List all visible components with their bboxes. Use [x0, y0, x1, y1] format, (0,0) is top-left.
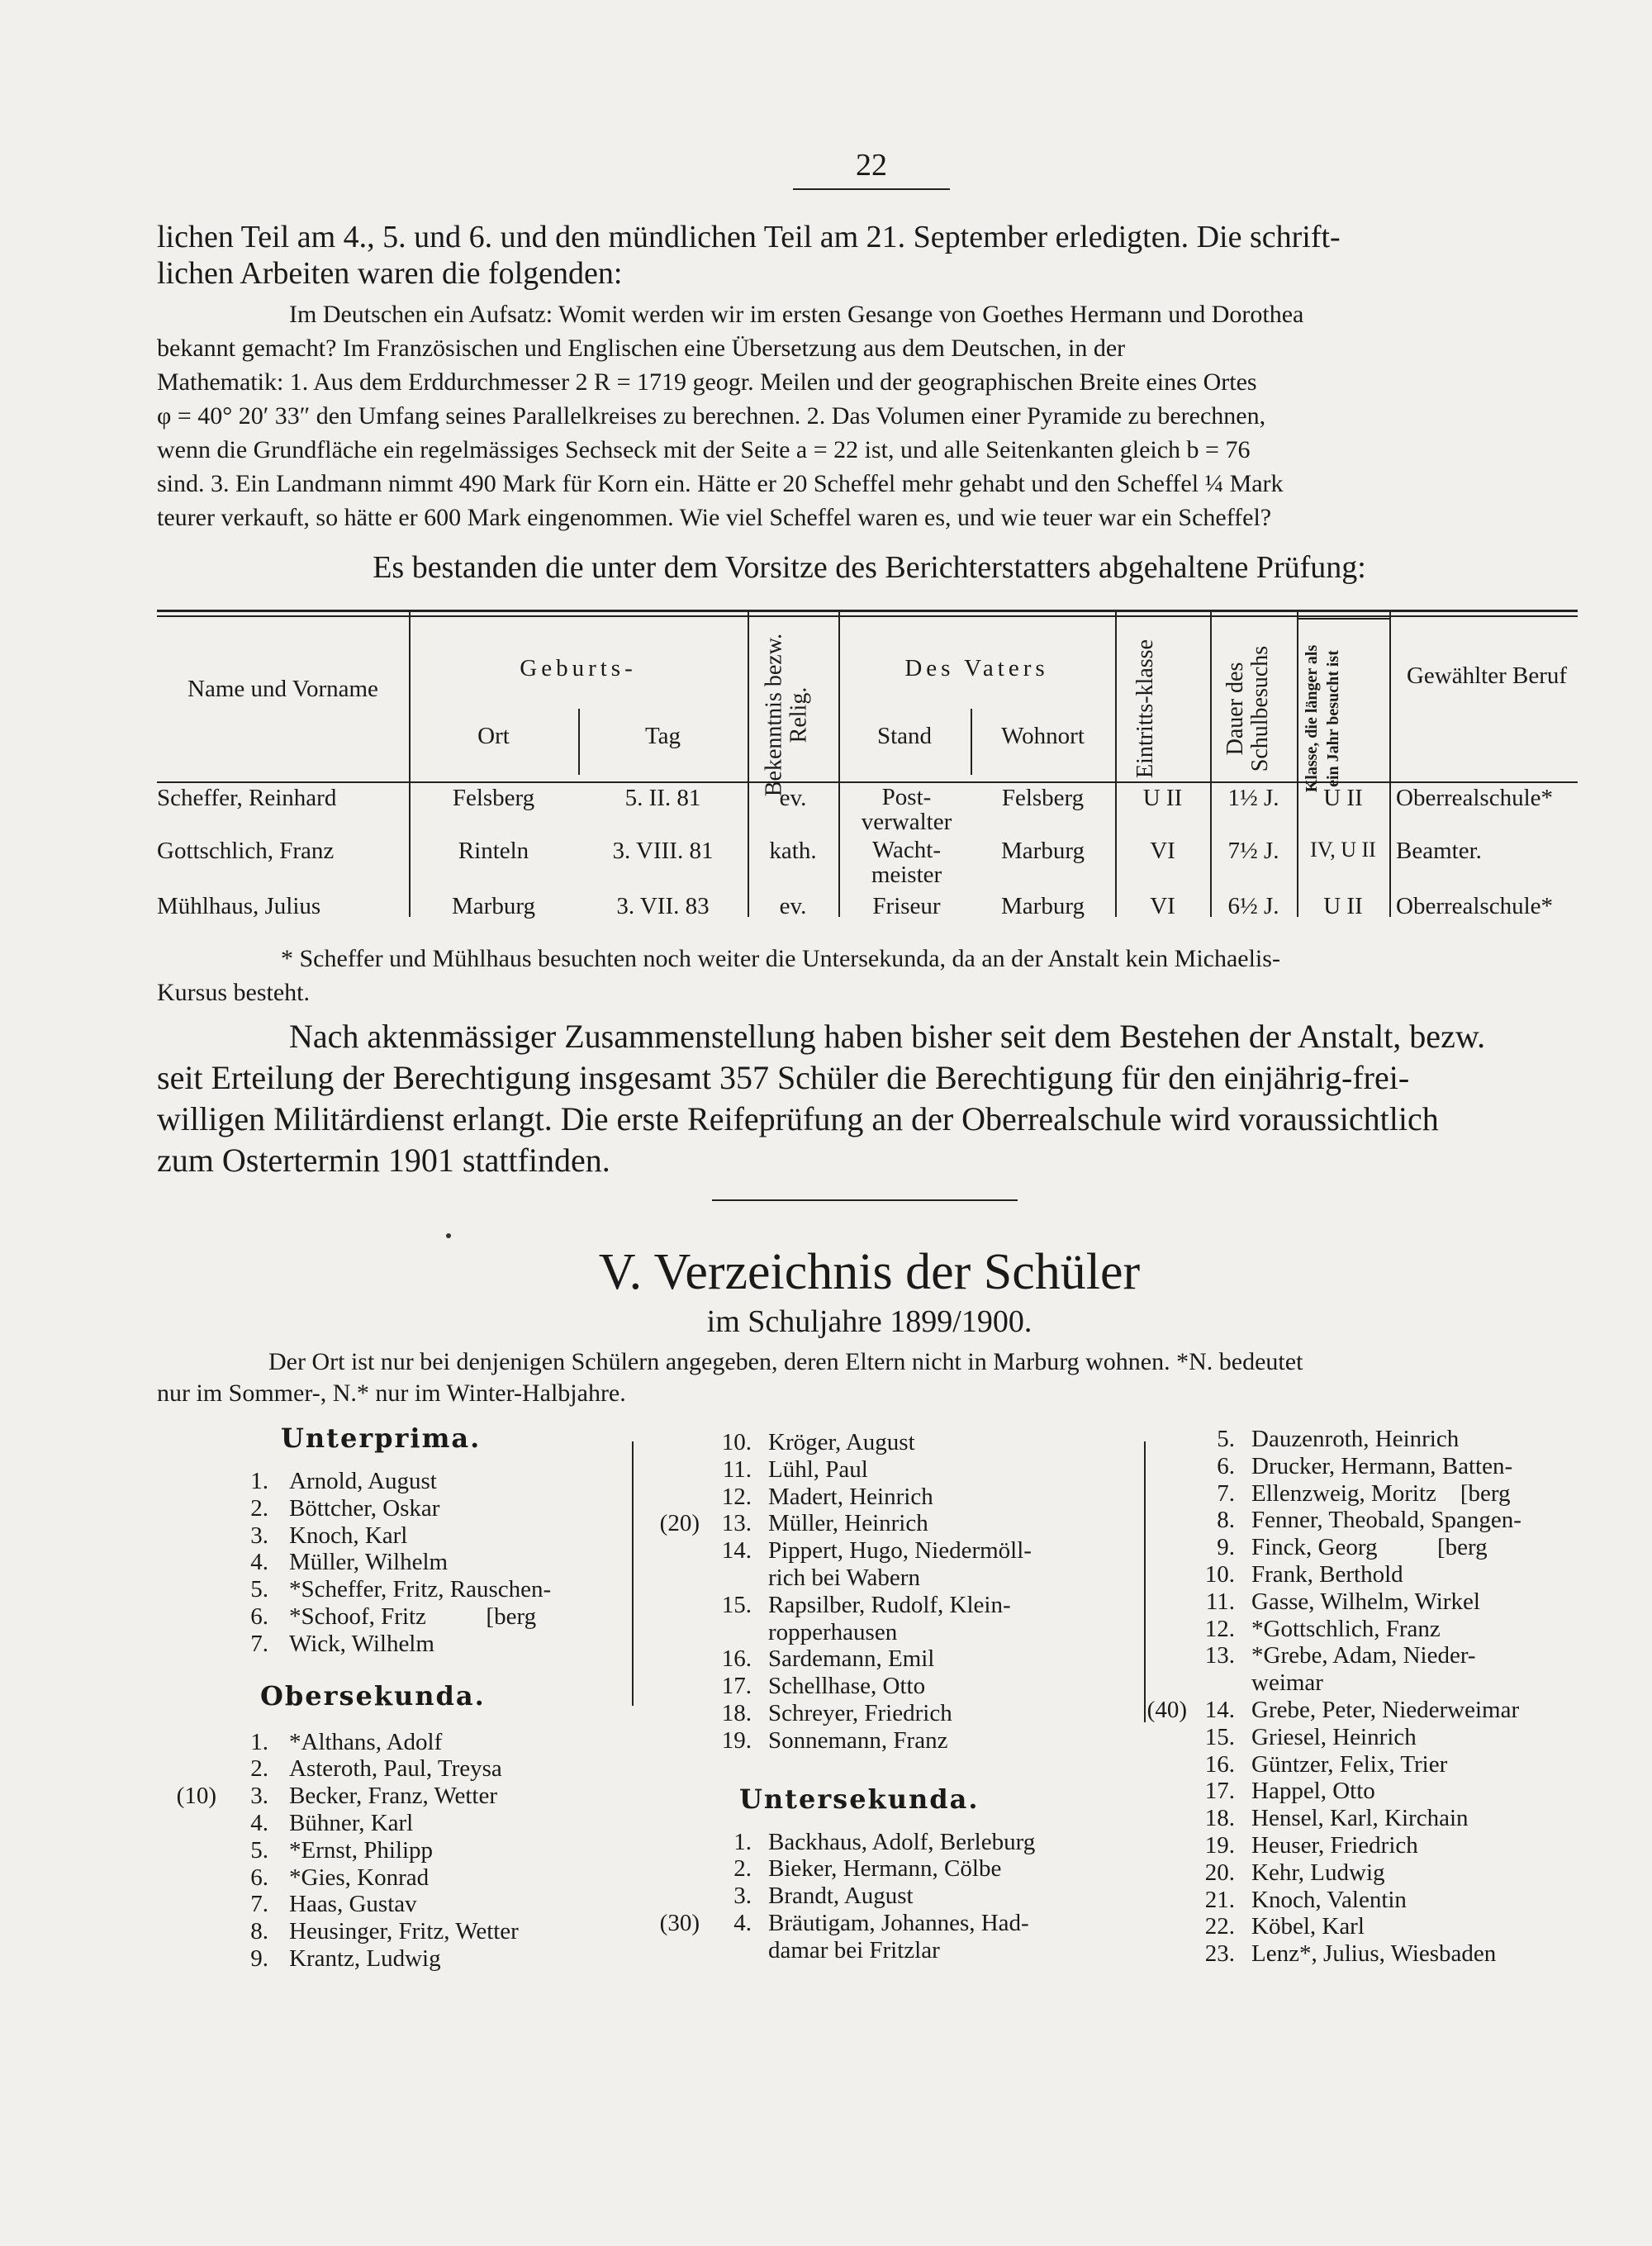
- list-item: [157, 1918, 620, 1945]
- list-item: [157, 1576, 620, 1603]
- student-column-3: [1144, 1426, 1590, 1968]
- list-item: [661, 1883, 1132, 1910]
- student-count-marker: (20): [659, 1510, 700, 1537]
- list-item: [157, 1891, 620, 1918]
- intro-line: lichen Teil am 4., 5. und 6. und den mündlichen Teil am 21. September erledigten. Die schrift-: [157, 220, 1341, 254]
- intro-line: lichen Arbeiten waren die folgenden:: [157, 256, 623, 291]
- berechtigung-paragraph: [157, 1016, 1582, 1181]
- student-name: Grebe, Peter, Niederweimar: [1251, 1696, 1520, 1723]
- student-name: Backhaus, Adolf, Berleburg: [768, 1828, 1036, 1855]
- student-number: 19.: [1204, 1831, 1235, 1859]
- student-name: Heusinger, Fritz, Wetter: [289, 1918, 519, 1945]
- table-footnote: [157, 942, 1582, 1009]
- ink-dot: [446, 1233, 451, 1238]
- list-item: [1144, 1616, 1590, 1643]
- student-name: Knoch, Valentin: [1251, 1886, 1407, 1913]
- student-number: 12.: [1204, 1615, 1235, 1642]
- class-list-untersekunda-cont: [1144, 1426, 1590, 1968]
- list-item: [157, 1729, 620, 1756]
- section-divider: [712, 1199, 1018, 1201]
- student-name: Knoch, Karl: [289, 1522, 408, 1549]
- table-divider: [1389, 610, 1391, 917]
- task-line: sind. 3. Ein Landmann nimmt 490 Mark für Korn ein. Hätte er 20 Scheffel mehr gehabt und den Scheffel ¼ Mark: [157, 470, 1284, 497]
- student-name: rich bei Wabern: [768, 1564, 920, 1591]
- student-count-marker: (30): [659, 1909, 700, 1936]
- cell-klasse: U II: [1323, 893, 1363, 919]
- student-number: 1.: [733, 1828, 752, 1855]
- header-beruf: Gewählter Beruf: [1406, 662, 1568, 689]
- column-separator: [632, 1441, 634, 1706]
- list-item: [1144, 1778, 1590, 1805]
- student-number: 20.: [1204, 1859, 1235, 1886]
- list-item: [157, 1783, 620, 1810]
- student-name: Drucker, Hermann, Batten-: [1251, 1452, 1513, 1479]
- student-number: 8.: [250, 1918, 268, 1945]
- student-name: Böttcher, Oskar: [289, 1494, 440, 1522]
- list-note: [157, 1346, 1582, 1409]
- cell-ort: Marburg: [452, 893, 535, 919]
- cell-ort: Felsberg: [452, 785, 535, 811]
- table-divider: [1297, 610, 1298, 917]
- exam-tasks: [157, 297, 1582, 534]
- class-heading-obersekunda: Obersekunda.: [260, 1679, 486, 1712]
- cell-tag: 3. VII. 83: [616, 893, 710, 919]
- student-name: ropperhausen: [768, 1618, 898, 1645]
- student-name: Fenner, Theobald, Spangen-: [1251, 1507, 1521, 1534]
- cell-stand: Post- verwalter: [861, 784, 952, 835]
- cell-name: Scheffer, Reinhard: [157, 785, 337, 811]
- student-number: 9.: [1217, 1534, 1235, 1561]
- cell-rel: kath.: [769, 838, 817, 864]
- student-number: 7.: [1217, 1479, 1235, 1507]
- list-item: [661, 1456, 1132, 1484]
- para-line: willigen Militärdienst erlangt. Die erste Reifeprüfung an der Oberrealschule wird voraussichtlich: [157, 1100, 1439, 1137]
- section-title: V. Verzeichnis der Schüler: [598, 1244, 1141, 1300]
- footnote-line: Kursus besteht.: [157, 979, 310, 1006]
- list-item: [661, 1484, 1132, 1511]
- list-item: [157, 1945, 620, 1973]
- student-name: weimar: [1251, 1669, 1323, 1697]
- student-name: Schellhase, Otto: [768, 1673, 926, 1700]
- list-item: [157, 1603, 620, 1631]
- list-item: [1144, 1751, 1590, 1778]
- student-name: Müller, Heinrich: [768, 1510, 928, 1537]
- student-name: Sonnemann, Franz: [768, 1726, 948, 1754]
- header-name: Name und Vorname: [188, 676, 378, 702]
- student-number: 14.: [1204, 1696, 1235, 1723]
- note-line: Der Ort ist nur bei denjenigen Schülern angegeben, deren Eltern nicht in Marburg wohnen. *N. bedeutet: [268, 1348, 1303, 1375]
- class-list-untersekunda: [661, 1829, 1132, 1964]
- student-name: Gasse, Wilhelm, Wirkel: [1251, 1588, 1480, 1615]
- student-number: 12.: [721, 1483, 752, 1510]
- cell-eintritt: VI: [1150, 893, 1175, 919]
- cell-stand: Friseur: [872, 893, 941, 919]
- cell-tag: 5. II. 81: [624, 785, 701, 811]
- list-item: [661, 1829, 1132, 1856]
- cell-beruf: Beamter.: [1396, 838, 1482, 864]
- list-item: [157, 1810, 620, 1837]
- student-number: 6.: [1217, 1452, 1235, 1479]
- table-subdivider: [1297, 618, 1389, 620]
- header-wohnort: Wohnort: [1001, 723, 1085, 749]
- student-number: 19.: [721, 1726, 752, 1754]
- list-item: [661, 1855, 1132, 1883]
- table-divider: [1210, 610, 1212, 917]
- list-item: [661, 1645, 1132, 1673]
- student-name: Happel, Otto: [1251, 1778, 1375, 1805]
- student-number: 5.: [1217, 1426, 1235, 1452]
- student-number: 7.: [250, 1891, 268, 1918]
- table-divider: [748, 610, 749, 917]
- cell-dauer: 1½ J.: [1227, 785, 1279, 811]
- list-item: [1144, 1832, 1590, 1859]
- student-number: 18.: [721, 1699, 752, 1726]
- student-number: 5.: [250, 1576, 268, 1603]
- list-item: [1144, 1697, 1590, 1724]
- list-item: [157, 1468, 620, 1495]
- student-number: 3.: [733, 1883, 752, 1910]
- class-list-obersekunda: [157, 1729, 620, 1973]
- student-number: 13.: [721, 1510, 752, 1537]
- student-number: 16.: [1204, 1750, 1235, 1778]
- student-name: Lühl, Paul: [768, 1455, 868, 1483]
- class-list-obersekunda-cont: [661, 1429, 1132, 1755]
- cell-rel: ev.: [779, 893, 807, 919]
- student-name: *Ernst, Philipp: [289, 1836, 434, 1864]
- student-number: 4.: [733, 1909, 752, 1936]
- header-tag: Tag: [644, 723, 681, 749]
- student-name: *Schoof, Fritz [berg: [289, 1603, 537, 1630]
- task-line: teurer verkauft, so hätte er 600 Mark eingenommen. Wie viel Scheffel waren es, und wie teuer war ein Scheffel?: [157, 504, 1272, 531]
- student-number: 17.: [721, 1673, 752, 1700]
- student-name: Kröger, August: [768, 1429, 915, 1455]
- student-name: Finck, Georg [berg: [1251, 1534, 1488, 1561]
- student-name: Schreyer, Friedrich: [768, 1699, 952, 1726]
- student-name: Madert, Heinrich: [768, 1483, 933, 1510]
- student-name: Bühner, Karl: [289, 1809, 414, 1836]
- student-number: 2.: [733, 1855, 752, 1883]
- header-vaters: Des Vaters: [904, 655, 1049, 681]
- list-item: [157, 1631, 620, 1658]
- student-name: Hensel, Karl, Kirchain: [1251, 1805, 1469, 1832]
- student-number: 5.: [250, 1836, 268, 1864]
- cell-klasse: U II: [1323, 785, 1363, 811]
- list-item: [1144, 1642, 1590, 1669]
- student-name: *Gottschlich, Franz: [1251, 1615, 1441, 1642]
- section-subtitle: im Schuljahre 1899/1900.: [706, 1304, 1032, 1339]
- list-item: [1144, 1588, 1590, 1616]
- student-name: Kehr, Ludwig: [1251, 1859, 1385, 1886]
- cell-rel: ev.: [779, 785, 807, 811]
- list-item: [661, 1592, 1132, 1619]
- student-number: 2.: [250, 1494, 268, 1522]
- list-item: [157, 1864, 620, 1892]
- student-column-1: [157, 1422, 620, 1973]
- student-number: 3.: [250, 1522, 268, 1549]
- student-number: 23.: [1204, 1940, 1235, 1968]
- cell-tag: 3. VIII. 81: [612, 838, 714, 864]
- list-item: [1144, 1913, 1590, 1940]
- task-line: φ = 40° 20′ 33″ den Umfang seines Parallelkreises zu berechnen. 2. Das Volumen einer Pyramide zu berechnen,: [157, 402, 1266, 430]
- student-name: Krantz, Ludwig: [289, 1944, 441, 1972]
- list-item: [661, 1727, 1132, 1755]
- cell-eintritt: VI: [1150, 838, 1175, 864]
- intro-text: [157, 219, 1582, 292]
- student-name: Lenz*, Julius, Wiesbaden: [1251, 1940, 1497, 1968]
- student-name: Bieker, Hermann, Cölbe: [768, 1855, 1002, 1883]
- list-item: [661, 1937, 1132, 1964]
- student-count-marker: (10): [176, 1783, 216, 1810]
- student-name: Köbel, Karl: [1251, 1913, 1365, 1940]
- student-name: Wick, Wilhelm: [289, 1630, 434, 1657]
- cell-beruf: Oberrealschule*: [1396, 893, 1554, 919]
- student-column-2: [661, 1429, 1132, 1964]
- list-item: [661, 1537, 1132, 1565]
- student-number: 16.: [721, 1645, 752, 1673]
- list-item: [1144, 1805, 1590, 1832]
- student-count-marker: (40): [1146, 1696, 1187, 1723]
- list-item: [661, 1619, 1132, 1646]
- list-item: [1144, 1669, 1590, 1697]
- student-number: 13.: [1204, 1642, 1235, 1669]
- student-number: 4.: [250, 1809, 268, 1836]
- student-name: *Scheffer, Fritz, Rauschen-: [289, 1576, 552, 1603]
- list-item: [1144, 1453, 1590, 1480]
- footnote-line: * Scheffer und Mühlhaus besuchten noch weiter die Untersekunda, da an der Anstalt kein Michaelis-: [281, 945, 1280, 972]
- student-number: 10.: [721, 1429, 752, 1455]
- student-name: Müller, Wilhelm: [289, 1549, 449, 1576]
- cell-klasse: IV, U II: [1310, 838, 1376, 862]
- page-number: 22: [793, 147, 950, 190]
- task-line: wenn die Grundfläche ein regelmässiges Sechseck mit der Seite a = 22 ist, und alle Seitenkanten gleich b = 76: [157, 436, 1251, 463]
- student-number: 10.: [1204, 1560, 1235, 1588]
- student-name: *Gies, Konrad: [289, 1864, 430, 1891]
- student-name: Frank, Berthold: [1251, 1560, 1403, 1588]
- student-number: 17.: [1204, 1778, 1235, 1805]
- list-item: [1144, 1859, 1590, 1887]
- student-number: 2.: [250, 1755, 268, 1783]
- student-number: 3.: [250, 1783, 268, 1810]
- header-bekenntnis: Bekenntnis bezw. Relig.: [761, 633, 812, 797]
- header-klasse: Klasse, die länger als ein Jahr besucht ist: [1303, 644, 1342, 793]
- cell-stand: Wacht- meister: [871, 837, 942, 888]
- list-item: [661, 1910, 1132, 1937]
- student-number: 7.: [250, 1630, 268, 1657]
- note-line: nur im Sommer-, N.* nur im Winter-Halbjahre.: [157, 1379, 626, 1407]
- student-number: 11.: [722, 1455, 752, 1483]
- student-number: 15.: [1204, 1723, 1235, 1750]
- cell-dauer: 7½ J.: [1227, 838, 1279, 864]
- student-name: Pippert, Hugo, Niedermöll-: [768, 1537, 1032, 1565]
- table-top-rule: [157, 610, 1578, 617]
- list-item: [157, 1837, 620, 1864]
- student-number: 22.: [1204, 1913, 1235, 1940]
- cell-name: Gottschlich, Franz: [157, 838, 335, 864]
- student-name: Haas, Gustav: [289, 1891, 417, 1918]
- list-item: [661, 1510, 1132, 1537]
- header-ort: Ort: [477, 723, 510, 749]
- header-dauer: Dauer des Schulbesuchs: [1222, 645, 1273, 772]
- student-number: 9.: [250, 1944, 268, 1972]
- task-line: bekannt gemacht? Im Französischen und Englischen eine Übersetzung aus dem Deutschen, in der: [157, 335, 1126, 362]
- student-name: Sardemann, Emil: [768, 1645, 935, 1673]
- list-item: [1144, 1507, 1590, 1534]
- student-name: Brandt, August: [768, 1883, 914, 1910]
- task-line: Im Deutschen ein Aufsatz: Womit werden wir im ersten Gesange von Goethes Hermann und Dorothea: [289, 301, 1304, 328]
- student-name: Heuser, Friedrich: [1251, 1831, 1418, 1859]
- student-number: 1.: [250, 1728, 268, 1755]
- list-item: [661, 1429, 1132, 1456]
- student-number: 21.: [1204, 1886, 1235, 1913]
- cell-name: Mühlhaus, Julius: [157, 893, 321, 919]
- cell-eintritt: U II: [1142, 785, 1183, 811]
- list-item: [1144, 1480, 1590, 1508]
- para-line: seit Erteilung der Berechtigung insgesamt 357 Schüler die Berechtigung für den einjährig-frei-: [157, 1059, 1410, 1096]
- student-name: *Althans, Adolf: [289, 1728, 443, 1755]
- student-name: Arnold, August: [289, 1468, 437, 1494]
- student-name: Bräutigam, Johannes, Had-: [768, 1909, 1029, 1936]
- cell-wohnort: Felsberg: [1001, 785, 1085, 811]
- para-line: Nach aktenmässiger Zusammenstellung haben bisher seit dem Bestehen der Anstalt, bezw.: [289, 1018, 1486, 1055]
- list-item: [1144, 1561, 1590, 1588]
- header-eintritt: Eintritts-klasse: [1132, 639, 1158, 778]
- list-item: [1144, 1887, 1590, 1914]
- student-number: 6.: [250, 1864, 268, 1891]
- student-name: Güntzer, Felix, Trier: [1251, 1750, 1448, 1778]
- task-line: Mathematik: 1. Aus dem Erddurchmesser 2 R = 1719 geogr. Meilen und der geographischen Breite eines Ortes: [157, 368, 1257, 396]
- header-geburts: Geburts-: [520, 655, 637, 681]
- student-name: damar bei Fritzlar: [768, 1936, 940, 1963]
- student-name: Asteroth, Paul, Treysa: [289, 1755, 502, 1783]
- student-number: 18.: [1204, 1805, 1235, 1832]
- cell-wohnort: Marburg: [1001, 838, 1085, 864]
- class-heading-untersekunda: Untersekunda.: [739, 1783, 980, 1815]
- student-name: Rapsilber, Rudolf, Klein-: [768, 1591, 1011, 1618]
- list-item: [1144, 1940, 1590, 1968]
- student-number: 11.: [1205, 1588, 1235, 1615]
- cell-wohnort: Marburg: [1001, 893, 1085, 919]
- list-item: [157, 1495, 620, 1522]
- header-stand: Stand: [876, 723, 933, 749]
- student-name: Becker, Franz, Wetter: [289, 1783, 498, 1810]
- list-item: [1144, 1426, 1590, 1453]
- list-item: [1144, 1724, 1590, 1751]
- list-item: [157, 1522, 620, 1550]
- student-number: 15.: [721, 1591, 752, 1618]
- student-name: Dauzenroth, Heinrich: [1251, 1426, 1460, 1452]
- student-name: Ellenzweig, Moritz [berg: [1251, 1479, 1511, 1507]
- list-item: [661, 1673, 1132, 1700]
- student-number: 4.: [250, 1549, 268, 1576]
- student-name: *Grebe, Adam, Nieder-: [1251, 1642, 1476, 1669]
- cell-ort: Rinteln: [458, 838, 529, 864]
- list-item: [661, 1700, 1132, 1727]
- table-divider: [1115, 610, 1117, 917]
- student-number: 1.: [250, 1468, 268, 1494]
- cell-beruf: Oberrealschule*: [1396, 785, 1554, 811]
- student-number: 14.: [721, 1537, 752, 1565]
- student-name: Griesel, Heinrich: [1251, 1723, 1417, 1750]
- exam-results-table: [157, 610, 1578, 917]
- list-item: [1144, 1534, 1590, 1561]
- class-heading-unterprima: Unterprima.: [281, 1422, 482, 1454]
- list-item: [157, 1549, 620, 1576]
- list-item: [157, 1755, 620, 1783]
- para-line: zum Ostertermin 1901 stattfinden.: [157, 1142, 610, 1179]
- class-list-unterprima: [157, 1468, 620, 1658]
- exam-heading: Es bestanden die unter dem Vorsitze des Berichterstatters abgehaltene Prüfung:: [373, 550, 1366, 585]
- cell-dauer: 6½ J.: [1227, 893, 1279, 919]
- list-item: [661, 1565, 1132, 1592]
- student-number: 6.: [250, 1603, 268, 1630]
- student-number: 8.: [1217, 1507, 1235, 1534]
